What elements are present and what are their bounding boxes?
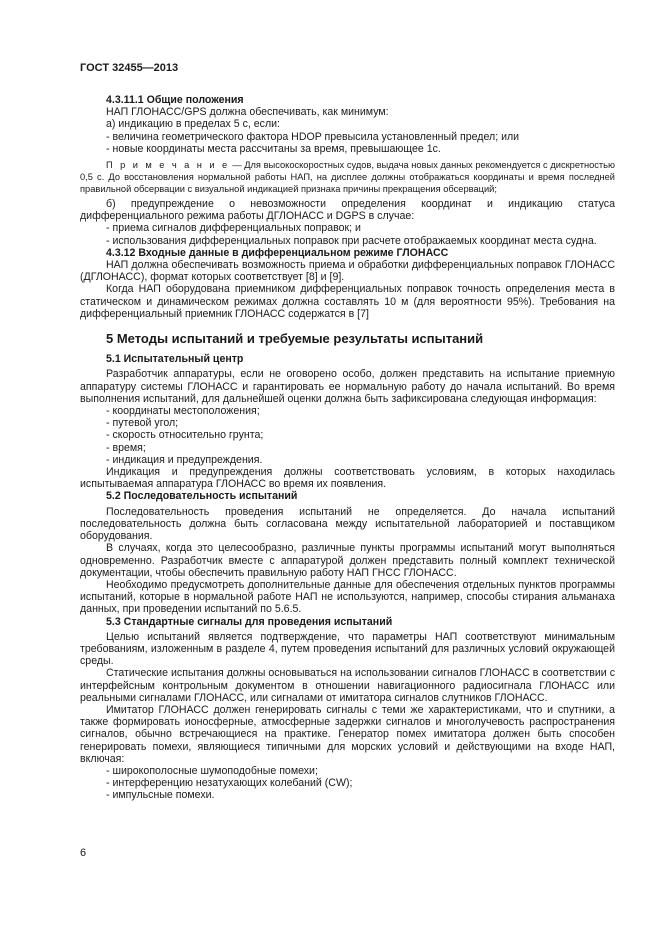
note [80, 159, 615, 195]
section-heading-5-1: 5.1 Испытательный центр [106, 353, 244, 366]
section-heading-5-2: 5.2 Последовательность испытаний [106, 490, 298, 503]
paragraph: Разработчик аппаратуры, если не оговорено особо, должен представить на испытание приемную аппаратуру системы ГЛОНАСС и гарантировать ее нормальную работу до начала испытаний. Во время выполнения испытаний, для дальнейшей оценки должна быть зафиксирована следующая информация: [80, 368, 615, 405]
paragraph: Когда НАП оборудована приемником дифференциальных поправок точность определения места в статическом и динамическом режимах должна составлять 10 м (для вероятности 95%). Требования на дифференциальный приемник ГЛОНАСС содержатся в [7] [80, 283, 615, 320]
list-item: - скорость относительно грунта; [106, 429, 264, 442]
list-item: - интерференцию незатухающих колебаний (CW); [106, 777, 353, 790]
document-body [80, 94, 615, 802]
paragraph: Статические испытания должны основываться на использовании сигналов ГЛОНАСС в соответствии с интерфейсным контрольным документом в отношении навигационного радиосигнала ГЛОНАСС или реальными сигналами ГЛОНАСС, или сигналами от имитатора сигналов слутников ГЛОНАСС. [80, 667, 615, 704]
section-heading-4-3-12: 4.3.12 Входные данные в дифференциальном режиме ГЛОНАСС [106, 246, 449, 259]
chapter-heading-5: 5 Методы испытаний и требуемые результаты испытаний [106, 331, 484, 347]
paragraph: В случаях, когда это целесообразно, различные пункты программы испытаний могут выполняться одновременно. Разработчик вместе с аппаратурой должен представить полный комплект технической документации, чтобы обеспечить правильную работу НАП ГНСС ГЛОНАСС. [80, 542, 615, 579]
list-item: - время; [106, 441, 146, 454]
paragraph: Необходимо предусмотреть дополнительные данные для обеспечения отдельных пунктов программы испытаний, которые в нормальной работе НАП не используются, например, способы стирания альманаха данных, при проведении испытаний по 5.6.5. [80, 578, 615, 616]
list-item: - широкополосные шумоподобные помехи; [106, 764, 318, 777]
page-header: ГОСТ 32455—2013 [80, 62, 179, 74]
paragraph: б) предупреждение о невозможности определения координат и индикацию статуса дифференциального режима работы ДГЛОНАСС и DGPS в случае: [80, 198, 615, 223]
list-item: - индикация и предупреждения. [106, 453, 263, 466]
note-text: — Для высокоскоростных судов, выдача новых данных рекомендуется с дискретностью 0,5 с. До восстановления нормальной работы НАП, на дисплее должны отображаться координаты и время последней правильной обсервации с визуальной индикацией признака причины прекращения обсерваций; [80, 160, 616, 195]
paragraph: Индикация и предупреждения должны соответствовать условиям, в которых находилась испытываемая аппаратура ГЛОНАСС во время их появления. [80, 466, 615, 491]
paragraph: НАП должна обеспечивать возможность приема и обработки дифференциальных поправок ГЛОНАСС (ДГЛОНАСС), формат которых соответствует [8] и [9]. [80, 259, 615, 284]
section-heading-4-3-11-1: 4.3.11.1 Общие положения [106, 94, 244, 106]
list-item: - путевой угол; [106, 417, 179, 430]
list-item: - приема сигналов дифференциальных поправок; и [106, 222, 361, 235]
page-number: 6 [80, 847, 87, 859]
list-item: - координаты местоположения; [106, 405, 260, 418]
list-item: - новые координаты места рассчитаны за время, превышающее 1с. [106, 142, 441, 155]
list-item: - использования дифференциальных поправок при расчете отображаемых координат места судна. [106, 234, 597, 247]
text-line: НАП ГЛОНАСС/GPS должна обеспечивать, как минимум: [106, 106, 389, 119]
paragraph: Последовательность проведения испытаний не определяется. До начала испытаний последовательность должна быть согласована между испытательной лабораторией и поставщиком оборудования. [80, 505, 615, 543]
list-item: - импульсные помехи. [106, 789, 215, 802]
section-heading-5-3: 5.3 Стандартные сигналы для проведения испытаний [106, 615, 393, 628]
paragraph: Целью испытаний является подтверждение, что параметры НАП соответствуют минимальным требованиям, изложенным в разделе 4, путем проведения испытаний для различных условий окружающей среды. [80, 630, 615, 668]
note-label: П р и м е ч а н и е [106, 160, 230, 171]
text-line: а) индикацию в пределах 5 с, если: [106, 118, 281, 131]
list-item: - величина геометрического фактора HDOP превысила установленный предел; или [106, 130, 520, 143]
paragraph: Имитатор ГЛОНАСС должен генерировать сигналы с теми же характеристиками, что и спутники, а также формировать ионосферные, атмосферные задержки сигналов и многолучевость распространения сигналов, обычно встречающиеся на практике. Генератор помех имитатора должен быть способен генерировать помехи, являющиеся типичными для морских условий и действующими на входе НАП, включая: [80, 703, 615, 765]
